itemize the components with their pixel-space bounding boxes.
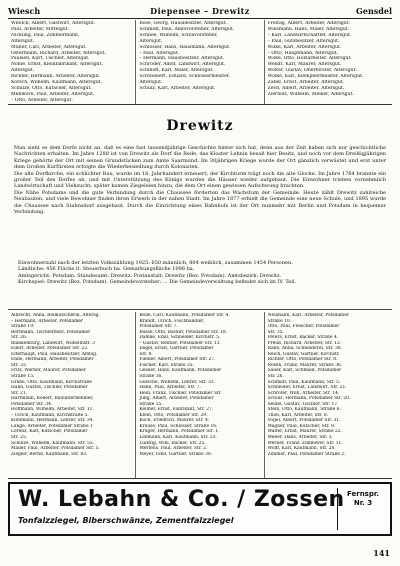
list-item: Fiedler, Albert, Potsdamer Str. 27. <box>139 357 216 363</box>
list-item: Grabe, Otto, Kaufmann, Kirchstraße <box>11 379 92 385</box>
list-item: Gutsche, Wilhelm, Lehrer, Str. 33. <box>139 379 215 385</box>
listing-column <box>136 312 264 478</box>
list-item: Geisler, Hans, Kaufmann, Potsdamer <box>139 368 222 374</box>
ad-divider <box>337 488 338 530</box>
list-item: Wolff, Karl, Kaufmann, Str. 28. <box>267 446 336 452</box>
list-item: Bolle, Carl, Kaufmann, Potsdamer Str. 4. <box>139 313 230 318</box>
list-item: Hartmann, Robert, Bauunternehmer, <box>11 396 94 402</box>
list-item: Thiel, Karl, Arbeiter, Str. 8. <box>267 412 329 418</box>
list-item: Str. 35. <box>267 329 284 335</box>
list-item: Seidel, Gustav, Tischler, Str. 17. <box>267 401 339 407</box>
list-item: Walter, Ernst, Maurer, Straße 22. <box>267 429 342 435</box>
list-item: Schnee, Wilhelm, Schulvorsteher, <box>139 32 218 38</box>
list-item: Wendt, Karl, Maurer, Altersgut. <box>267 62 342 68</box>
list-item: Str. 26. <box>267 374 284 380</box>
divider <box>8 309 392 310</box>
list-item: Albrecht, Anna, Rollkutscherin, Altersg. <box>11 313 100 318</box>
list-item: Peters, Ernst, Bäcker, Straße 4. <box>267 335 339 341</box>
list-item: Potsdamer Str. 7. <box>139 324 178 330</box>
list-item: Schröder, Adolf, Landwirt, Altersgut. <box>139 62 226 68</box>
list-item: Sauer, Karl, Schmied, Potsdamer <box>267 368 342 374</box>
list-item: Ziegler, Bernd, Kaufmann, Str. 83. <box>11 451 88 457</box>
history-paragraph: Man sieht es dem Dorfe nicht an, daß es eine fast tausendjährige Geschichte hinter sich hat, denn aus der Zeit haben sich nur geschichtliche Nachrichten erhalten. Im Jahre 1288 ist von Drewitz als Dorf die Rede, das Kloster Lehnin besaß hier Besitz, und noch vor dem Dreißigjährigen Kriege gehörte der Ort mit seinen Grundstücken zum Amte Saarmund. Im 30jährigen Kriege wurde der Ort gänzlich verwüstet und erst unter dem Großen Kurfürsten erfolgte die Wiederbesiedlung durch Kolonisten. <box>14 145 386 171</box>
list-item: Altersgut. <box>11 38 35 44</box>
history-paragraph: Die alte Dorfkirche, ein schlichter Bau, wurde im 18. Jahrhundert erneuert; der Kirchturm trägt noch die alte Glocke. Im Jahre 1764 brannte ein großer Teil des Dorfes ab, und mit Unterstützung des Königs wurden die Häuser wieder aufgebaut. Die Einwohner trieben vornehmlich Landwirtschaft und Viehzucht; später kamen Ziegeleien hinzu, die dem Ort einen gewissen Aufschwung brachten. <box>14 170 386 190</box>
list-item: Rosen, Franz, Maurer, Straße 36. <box>267 362 343 368</box>
list-item: Zech, Albert, Arbeiter, Altersgut. <box>267 85 345 91</box>
list-item: – Karl, Landwirtschaftler, Altersgut. <box>267 32 352 38</box>
list-item: Freitag, Albert, Arbeiter, Altersgut. <box>267 21 351 26</box>
list-item: Wiesmann, Hans, Maler, Altersgut. <box>267 26 350 32</box>
list-item: – Paul, Altersgut. <box>139 50 180 56</box>
list-item: Klein, Otto, Potsdamer Str. 29. <box>139 412 208 418</box>
list-item: Kuhlmann, Hermann, Lehrer, Str. 34. <box>11 418 94 424</box>
list-item: Lange, Arbeiter, Potsdamer Straße 1 <box>11 423 93 429</box>
list-item: Altersgut. <box>11 68 35 74</box>
list-item: Wilke, Otto, Holzarbeiter, Altersgut. <box>267 56 352 62</box>
list-item: Str. 32. <box>11 362 28 368</box>
list-item: Eilert, Arbeiter, Potsdamer Str. 22. <box>11 346 89 352</box>
list-item: – Gustav, Rentier, Potsdamer Str. 13. <box>139 340 221 346</box>
list-item: Engel, Ernst, Gärtner, Potsdamer <box>139 346 214 352</box>
list-item: Straße 35. <box>139 401 163 407</box>
list-item: Schmidt, Paul, Kaufmann, Str. 5. <box>267 379 341 385</box>
history-paragraph: Die Nähe Potsdams und die gute Verbindung durch die Chaussee förderten das Wachstum der Gemeinde. Heute zählt Drewitz zahlreiche Neubauten, und viele Bewohner finden ihren Erwerb in der nahen Stadt. Im Jahre 1877 erhielt die Gemeinde eine neue Schule, und 1895 wurde die Chaussee nach Stahnsdorf ausgebaut. Durch die Einrichtung eines Bahnhofs ist der Ort nunmehr mit Berlin und Potsdam in bequemer Verbindung. <box>14 189 386 216</box>
list-item: Nöhle, Ernst, Kleinfabrikant, Altersgut. <box>11 62 103 68</box>
list-item: Bertmann, Tischlermstr, Potsdamer <box>11 329 91 335</box>
listing-column <box>136 20 264 104</box>
list-item: Rabe, Anna, Schneiderin, Str. 38. <box>267 346 342 352</box>
list-item: Jung, Albert, Arbeiter, Potsdamer <box>139 396 214 402</box>
list-item: Korsch, Wilhelm, Kaufmann, Altersgut. <box>11 80 102 86</box>
list-item: Schlosser, Hans, Hausmann, Altersgut. <box>139 44 231 50</box>
list-item: Elterhaupt, Paul, Hausbesitzer, Amtsg. <box>11 351 98 357</box>
list-item: Mehlkorn, Paul, Arbeiter, Altersgut. <box>11 91 95 97</box>
list-item: Schneider, Ernst, Landwirt, Str. 21. <box>267 385 347 391</box>
list-item: Rose, Georg, Hausbesitzer, Altersgut. <box>139 21 228 26</box>
ad-phone <box>342 490 384 508</box>
list-item: Altersgut. <box>139 38 163 44</box>
history-text <box>14 145 386 251</box>
list-item: Werner, Franz, Zimmerer, Str. 11. <box>267 440 343 446</box>
list-item: Krause, Paul, Schlosser, Straße 16. <box>139 423 218 429</box>
list-item: Straße 10. <box>267 318 292 324</box>
list-item: Nickling, Paul, Zimmermann, <box>11 32 80 38</box>
list-item: Meyer, Emil, Gärtner, Straße 30. <box>139 451 213 457</box>
list-item: Müller, Carl, Arbeiter, Altersgut. <box>11 44 87 50</box>
list-item: Stein, Otto, Kaufmann, Straße 6. <box>267 407 341 413</box>
list-item: Str. 21. <box>11 390 28 396</box>
list-item: Neumann, Karl, Arbeiter, Potsdamer <box>267 313 349 318</box>
list-item: – Otto, Arbeiter, Altersgut. <box>11 97 73 103</box>
listing-column <box>8 20 136 104</box>
header-left: Wiesch <box>8 6 41 16</box>
list-item: Mertens, Paul, Arbeiter, Str. 2. <box>139 446 208 452</box>
list-item: Str. 25. <box>11 435 28 441</box>
list-item: – Ulrich, Kaufmann, Kirchstraße 5. <box>11 412 89 418</box>
ad-phone-number: Nr. 3 <box>353 499 373 507</box>
list-item: – Paul, Gutsbesitzer, Altersgut. <box>267 38 340 44</box>
list-item: Straße 16. <box>139 374 163 380</box>
list-item: – Otto, Hauptmann, Altersgut. <box>267 50 339 56</box>
list-item: Preuß, Richard, Arbeiter, Str. 12. <box>267 340 342 346</box>
list-item: Hoffmann, Wilhelm, Arbeiter, Str. 11. <box>11 407 94 413</box>
list-item: Schulze, Wilhelm, Kaufmann, Str. 55. <box>11 440 94 446</box>
list-item: Wolter, Gustav, Oberförster, Altersgut. <box>267 68 357 74</box>
list-item: Straße 15. <box>11 374 35 380</box>
list-item: Brandt, Ulrich, Fischhändler, <box>139 318 205 324</box>
list-item: Schröter, Willi, Arbeiter, Str. 14. <box>267 390 340 396</box>
list-item: Hahn, Paul, Arbeiter, Str. 7. <box>139 385 201 391</box>
list-item: Lorenz, Karl, Kutscher, Potsdamer <box>11 429 88 435</box>
list-item: Koch, Friedrich, Maurer, Str. 4. <box>139 418 210 424</box>
listing-column <box>265 20 392 104</box>
list-item: Wolke, Karl, Klempnermeister, Altersgut. <box>267 74 364 80</box>
continued-listing <box>8 20 392 105</box>
list-item: Zierholz, Wilhelm, Melker, Altersgut. <box>267 91 354 97</box>
list-item: Str. 9. <box>139 351 153 357</box>
statistics-text <box>18 260 298 310</box>
stats-paragraph: Kirchspiel: Drewitz (Bez. Potsdam). Gemeindevorsteher: ... Die Gemeindeverwaltung befindet sich im IV. Teil. <box>18 279 297 286</box>
list-item: Paul, Arbeiter, Mittelgut. <box>11 26 70 32</box>
list-item: Krüger, Hermann, Potsdamer Str. 1. <box>139 429 220 435</box>
list-item: Wagner, Paul, Kutscher, Str. 9. <box>267 423 336 429</box>
list-item: Schulze, Otto, Kutscher, Altersgut. <box>11 85 92 91</box>
list-item: Hahn, Gustav, Tischler, Potsdamer <box>11 385 88 391</box>
list-item: Vogel, Albert, Potsdamer Str. 31. <box>267 418 341 424</box>
listing-column <box>8 312 136 478</box>
list-item: Richter, Hermann, Arbeiter, Altersgut. <box>11 74 101 80</box>
list-item: Dahlke, Emil, Schneider, Kirchstr. 5. <box>139 335 221 341</box>
list-item: Potsdamer Str. 34. <box>11 401 53 407</box>
list-item: Ende, Hermann, Arbeiter, Potsdamer <box>11 357 94 363</box>
list-item: Schwiebert, Eduard, Schlossermeister, <box>139 74 230 80</box>
list-item: Zimmer, Paul, Potsdamer Straße 2. <box>267 451 346 457</box>
stats-paragraph: Amtsgericht: Potsdam. Standesamt: Drewitz. Postanstalt: Drewitz (Bez. Potsdam). Amtsbezirk: Drewitz. <box>18 272 282 279</box>
list-item: Fritz, Werner, Maurer, Potsdamer <box>11 368 86 374</box>
list-item: Otto, Paul, Fleischer, Potsdamer <box>267 324 340 330</box>
list-item: – Hermann, Hausbesitzer, Altersgut. <box>139 56 225 62</box>
list-item: Wilke, Karl, Arbeiter, Altersgut. <box>267 44 342 50</box>
list-item: Schmidt, Karl, Maler, Altersgut. <box>139 68 214 74</box>
listing-column <box>265 312 392 478</box>
list-item: Straße 19. <box>11 324 35 330</box>
list-item: Kellner, Ernst, Fabrikant, Str. 27. <box>139 407 214 413</box>
advertisement-box <box>8 482 392 536</box>
list-item: Lehmann, Karl, Kaufmann, Str. 23. <box>139 435 217 441</box>
list-item: Fischer, Karl, Straße 35. <box>139 362 194 368</box>
list-item: Str. 26. <box>11 335 28 341</box>
ad-company-name: W. Lebahn & Co. / Zossen <box>18 487 345 512</box>
list-item: Wnofch, Albert, Gastwirt, Altersgut. <box>11 21 96 26</box>
header-title: Diepensee – Drewitz <box>150 6 250 16</box>
list-item: Schulz, Hermann, Potsdamer Str. 20. <box>267 396 351 402</box>
ad-products: Tonfalzziegel, Biberschwänze, Zementfalzziegel <box>18 516 234 525</box>
list-item: Busse, Otto, Bäcker, Potsdamer Str. 18. <box>139 329 228 335</box>
list-item: Reich, Gustav, Gärtner, Kirchstr. <box>267 351 340 357</box>
resident-listing <box>8 312 392 479</box>
page-number: 141 <box>373 548 390 558</box>
list-item: Schmidt, Paul, Amtsvorsteher, Altersgut. <box>139 26 235 32</box>
list-item: Schulz, Karl, Arbeiter, Altersgut. <box>139 85 216 91</box>
list-item: Ludwig, Willi, Bäcker, Str. 25. <box>139 440 206 446</box>
list-item: Zabel, Ernst, Arbeiter, Altersgut. <box>267 80 345 86</box>
list-item: Mäder, Paul, Arbeiter, Potsdamer Str. 5. <box>11 446 100 452</box>
list-item: Ostermann, Richard, Arbeiter, Altersgut. <box>11 50 106 56</box>
list-item: Paulsen, Kurt, Tischler, Altersgut. <box>11 56 90 62</box>
list-item: Blankenburg, Landwirt, Wilhelmstr. 3 <box>11 340 95 346</box>
ad-phone-label: Fernspr. <box>347 490 379 498</box>
list-item: Hein, Franz, Tischler, Potsdamer Str. <box>139 390 222 396</box>
list-item: Altersgut. <box>139 80 163 86</box>
section-title: Drewitz <box>166 118 234 134</box>
list-item: Weber, Hans, Arbeiter, Str. 3. <box>267 435 333 441</box>
page-header <box>8 4 392 19</box>
list-item: Richter, Otto, Potsdamer Str. 8. <box>267 357 338 363</box>
header-right: Gensdel <box>356 6 392 16</box>
list-item: – Hermann, Arbeiter, Potsdamer <box>11 318 83 324</box>
stats-paragraph: Einwohnerzahl nach der letzten Volkszählung 1925: 650 männlich, 804 weiblich, zusammen 1454 Personen. Ländliche: 456 Fläche lt. Steuerbuch ha. Gemarkungsfläche 1096 ha. <box>18 260 293 273</box>
